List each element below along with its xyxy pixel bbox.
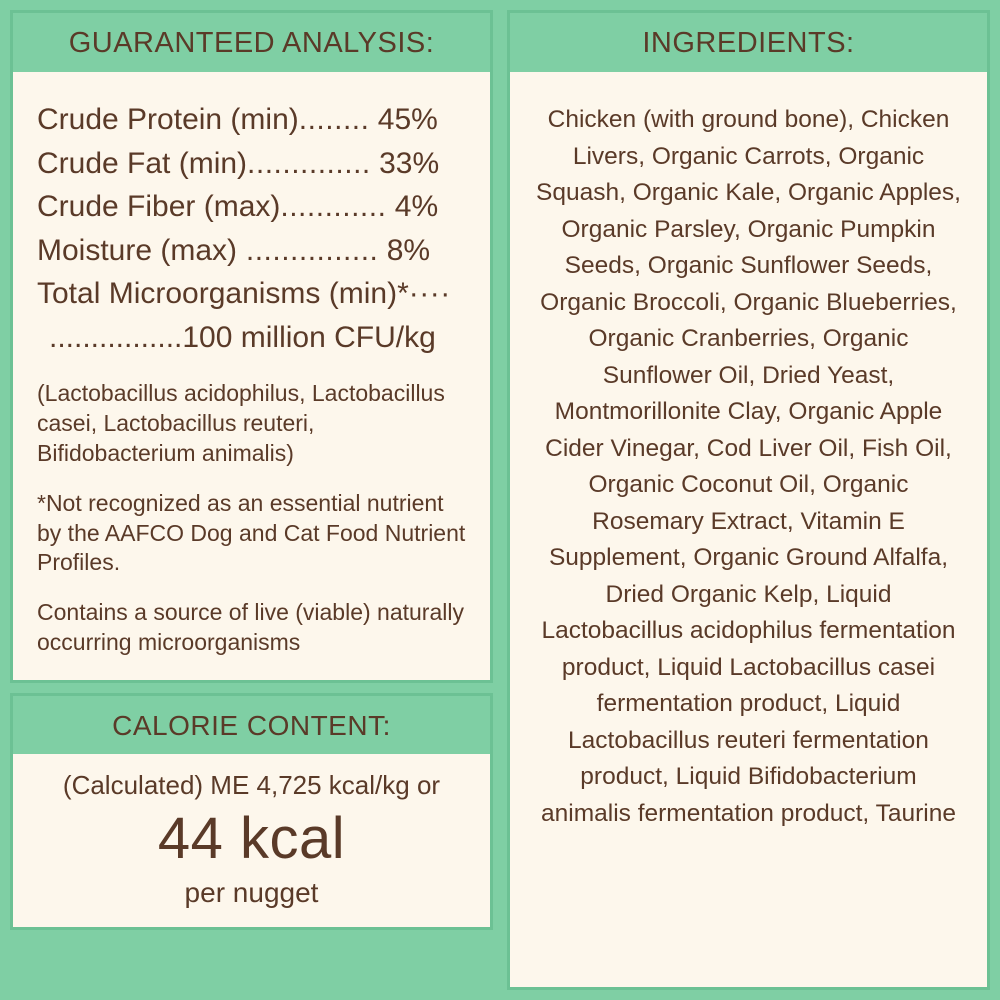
nutrient-label: Crude Fat (min) bbox=[37, 146, 248, 180]
ingredients-list: Chicken (with ground bone), Chicken Livers, Organic Carrots, Organic Squash, Organic Kale, Organic Apples, Organic Parsley, Organic Pumpkin Seeds, Organic Sunflower Seeds, Organic Broccoli, Organic Blueberries, Organic Cranberries, Organic Sunflower Oil, Dried Yeast, Montmorillonite Clay, Organic Apple Cider Vinegar, Cod Liver Oil, Fish Oil, Organic Coconut Oil, Organic Rosemary Extract, Vitamin E Supplement, Organic Ground Alfalfa, Dried Organic Kelp, Liquid Lactobacillus acidophilus fermentation product, Liquid Lactobacillus casei fermentation product, Liquid Lactobacillus reuteri fermentation product, Liquid Bifidobacterium animalis fermentation product, Taurine bbox=[510, 72, 987, 987]
ingredients-panel bbox=[507, 10, 990, 990]
nutrient-dots: ···· bbox=[408, 277, 451, 310]
nutrient-label: Crude Protein (min) bbox=[37, 103, 299, 136]
live-microorganisms-note: Contains a source of live (viable) naturally occurring microorganisms bbox=[37, 599, 464, 656]
ingredients-header: INGREDIENTS: bbox=[510, 13, 987, 72]
nutrient-row bbox=[37, 229, 466, 273]
nutrient-dots: ........ bbox=[298, 103, 370, 136]
guaranteed-analysis-panel bbox=[10, 10, 493, 683]
microorganism-continuation: ................100 million CFU/kg bbox=[49, 320, 436, 354]
nutrient-dots: ............... bbox=[237, 233, 379, 267]
calorie-per-nugget-value: 44 kcal bbox=[157, 806, 346, 872]
calorie-per-kg: (Calculated) ME 4,725 kcal/kg or bbox=[62, 770, 441, 801]
nutrient-label: Moisture (max) bbox=[37, 233, 238, 267]
calorie-content-header: CALORIE CONTENT: bbox=[13, 696, 490, 754]
nutrient-row bbox=[37, 272, 466, 316]
nutrient-row bbox=[37, 185, 466, 229]
calorie-content-panel bbox=[10, 693, 493, 930]
calorie-content-body bbox=[13, 754, 490, 927]
left-column bbox=[10, 10, 493, 990]
right-column bbox=[507, 10, 990, 990]
nutrient-value: 4% bbox=[394, 190, 439, 223]
nutrient-value: 8% bbox=[386, 233, 431, 267]
nutrient-dots: ............ bbox=[280, 190, 387, 223]
nutrient-label: Total Microorganisms (min)* bbox=[37, 277, 409, 310]
calorie-per-nugget-label: per nugget bbox=[184, 876, 319, 908]
guaranteed-analysis-body bbox=[13, 72, 490, 680]
nutrient-row bbox=[37, 142, 466, 186]
nutrient-row bbox=[37, 98, 466, 142]
guaranteed-analysis-header: GUARANTEED ANALYSIS: bbox=[13, 13, 490, 72]
probiotic-strains-note: (Lactobacillus acidophilus, Lactobacillus casei, Lactobacillus reuteri, Bifidobacterium animalis) bbox=[37, 380, 445, 466]
nutrient-value: 33% bbox=[379, 146, 440, 180]
nutrient-value: 45% bbox=[377, 103, 438, 136]
aafco-footnote: *Not recognized as an essential nutrient by the AAFCO Dog and Cat Food Nutrient Profiles. bbox=[37, 489, 466, 576]
nutrient-label: Crude Fiber (max) bbox=[37, 190, 281, 223]
nutrient-dots: .............. bbox=[247, 146, 371, 180]
